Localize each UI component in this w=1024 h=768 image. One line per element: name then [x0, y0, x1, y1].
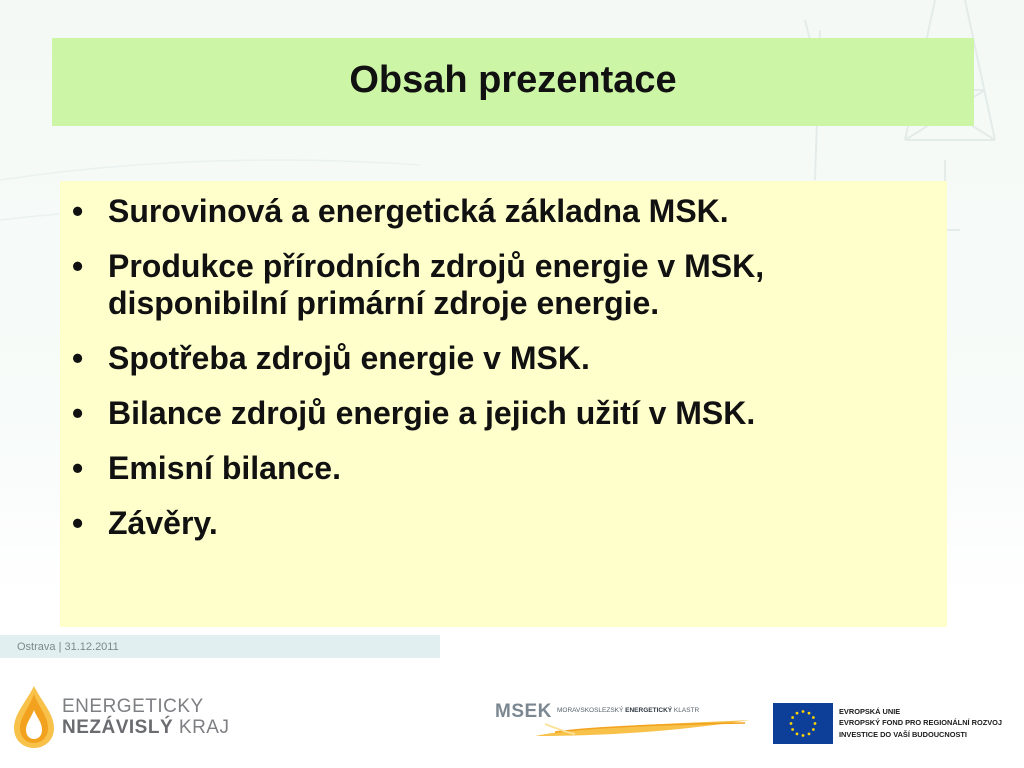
msek-subtitle-end: KLASTR	[672, 707, 700, 714]
bullet-text: Surovinová a energetická základna MSK.	[108, 193, 729, 229]
msek-wordmark: MSEK	[495, 701, 552, 722]
bullet-icon: •	[72, 505, 84, 541]
eu-star	[791, 716, 794, 719]
bullet-item	[70, 395, 927, 432]
slide-title: Obsah prezentace	[349, 58, 677, 101]
bullet-text: Závěry.	[108, 505, 218, 541]
bullet-item	[70, 450, 927, 487]
eu-flag-icon	[773, 703, 833, 744]
bullet-item	[70, 248, 927, 322]
footer-location-date: Ostrava | 31.12.2011	[17, 640, 119, 653]
title-box	[52, 38, 974, 126]
msek-subtitle-bold: ENERGETICKÝ	[625, 707, 673, 714]
eu-star	[796, 711, 799, 714]
bullet-item	[70, 505, 927, 542]
eu-line3: INVESTICE DO VAŠÍ BUDOUCNOSTI	[839, 729, 967, 739]
eu-star	[808, 711, 811, 714]
eu-star	[790, 722, 793, 725]
eu-star	[808, 732, 811, 735]
eu-star	[802, 734, 805, 737]
msek-logo	[495, 696, 755, 740]
bullet-icon: •	[72, 193, 84, 229]
msek-subtitle-light: MORAVSKOSLEZSKÝ	[557, 707, 626, 714]
bullet-item	[70, 340, 927, 377]
enk-line2	[62, 717, 229, 738]
bullet-list	[60, 181, 947, 542]
energeticky-nezavisly-kraj-logo	[12, 682, 229, 752]
enk-wordmark	[62, 696, 229, 738]
eu-star	[802, 710, 805, 713]
eu-line2: EVROPSKÝ FOND PRO REGIONÁLNÍ ROZVOJ	[839, 718, 1003, 728]
bullet-text: Emisní bilance.	[108, 450, 341, 486]
eu-logo	[773, 701, 1013, 745]
flame-drop-icon	[12, 684, 56, 750]
bullet-icon: •	[72, 450, 84, 486]
bullet-icon: •	[72, 395, 84, 431]
eu-line1: EVROPSKÁ UNIE	[839, 707, 901, 717]
bullet-text: Spotřeba zdrojů energie v MSK.	[108, 340, 590, 376]
eu-star	[791, 728, 794, 731]
bullet-text: Bilance zdrojů energie a jejich užití v MSK.	[108, 395, 756, 431]
msek-subtitle	[557, 707, 699, 714]
bullet-text: Produkce přírodních zdrojů energie v MSK, disponibilní primární zdroje energie.	[108, 248, 765, 321]
eu-star	[812, 716, 815, 719]
bullet-icon: •	[72, 340, 84, 376]
eu-star	[812, 728, 815, 731]
footer-bar	[0, 635, 440, 658]
enk-line2-bold: NEZÁVISLÝ	[62, 717, 174, 738]
eu-caption	[839, 706, 1002, 740]
eu-star	[814, 722, 817, 725]
enk-line1: ENERGETICKY	[62, 696, 204, 717]
bullet-item	[70, 193, 927, 230]
eu-star	[796, 732, 799, 735]
bullet-icon: •	[72, 248, 84, 284]
content-box	[60, 181, 947, 627]
enk-line2-light: KRAJ	[173, 717, 230, 738]
